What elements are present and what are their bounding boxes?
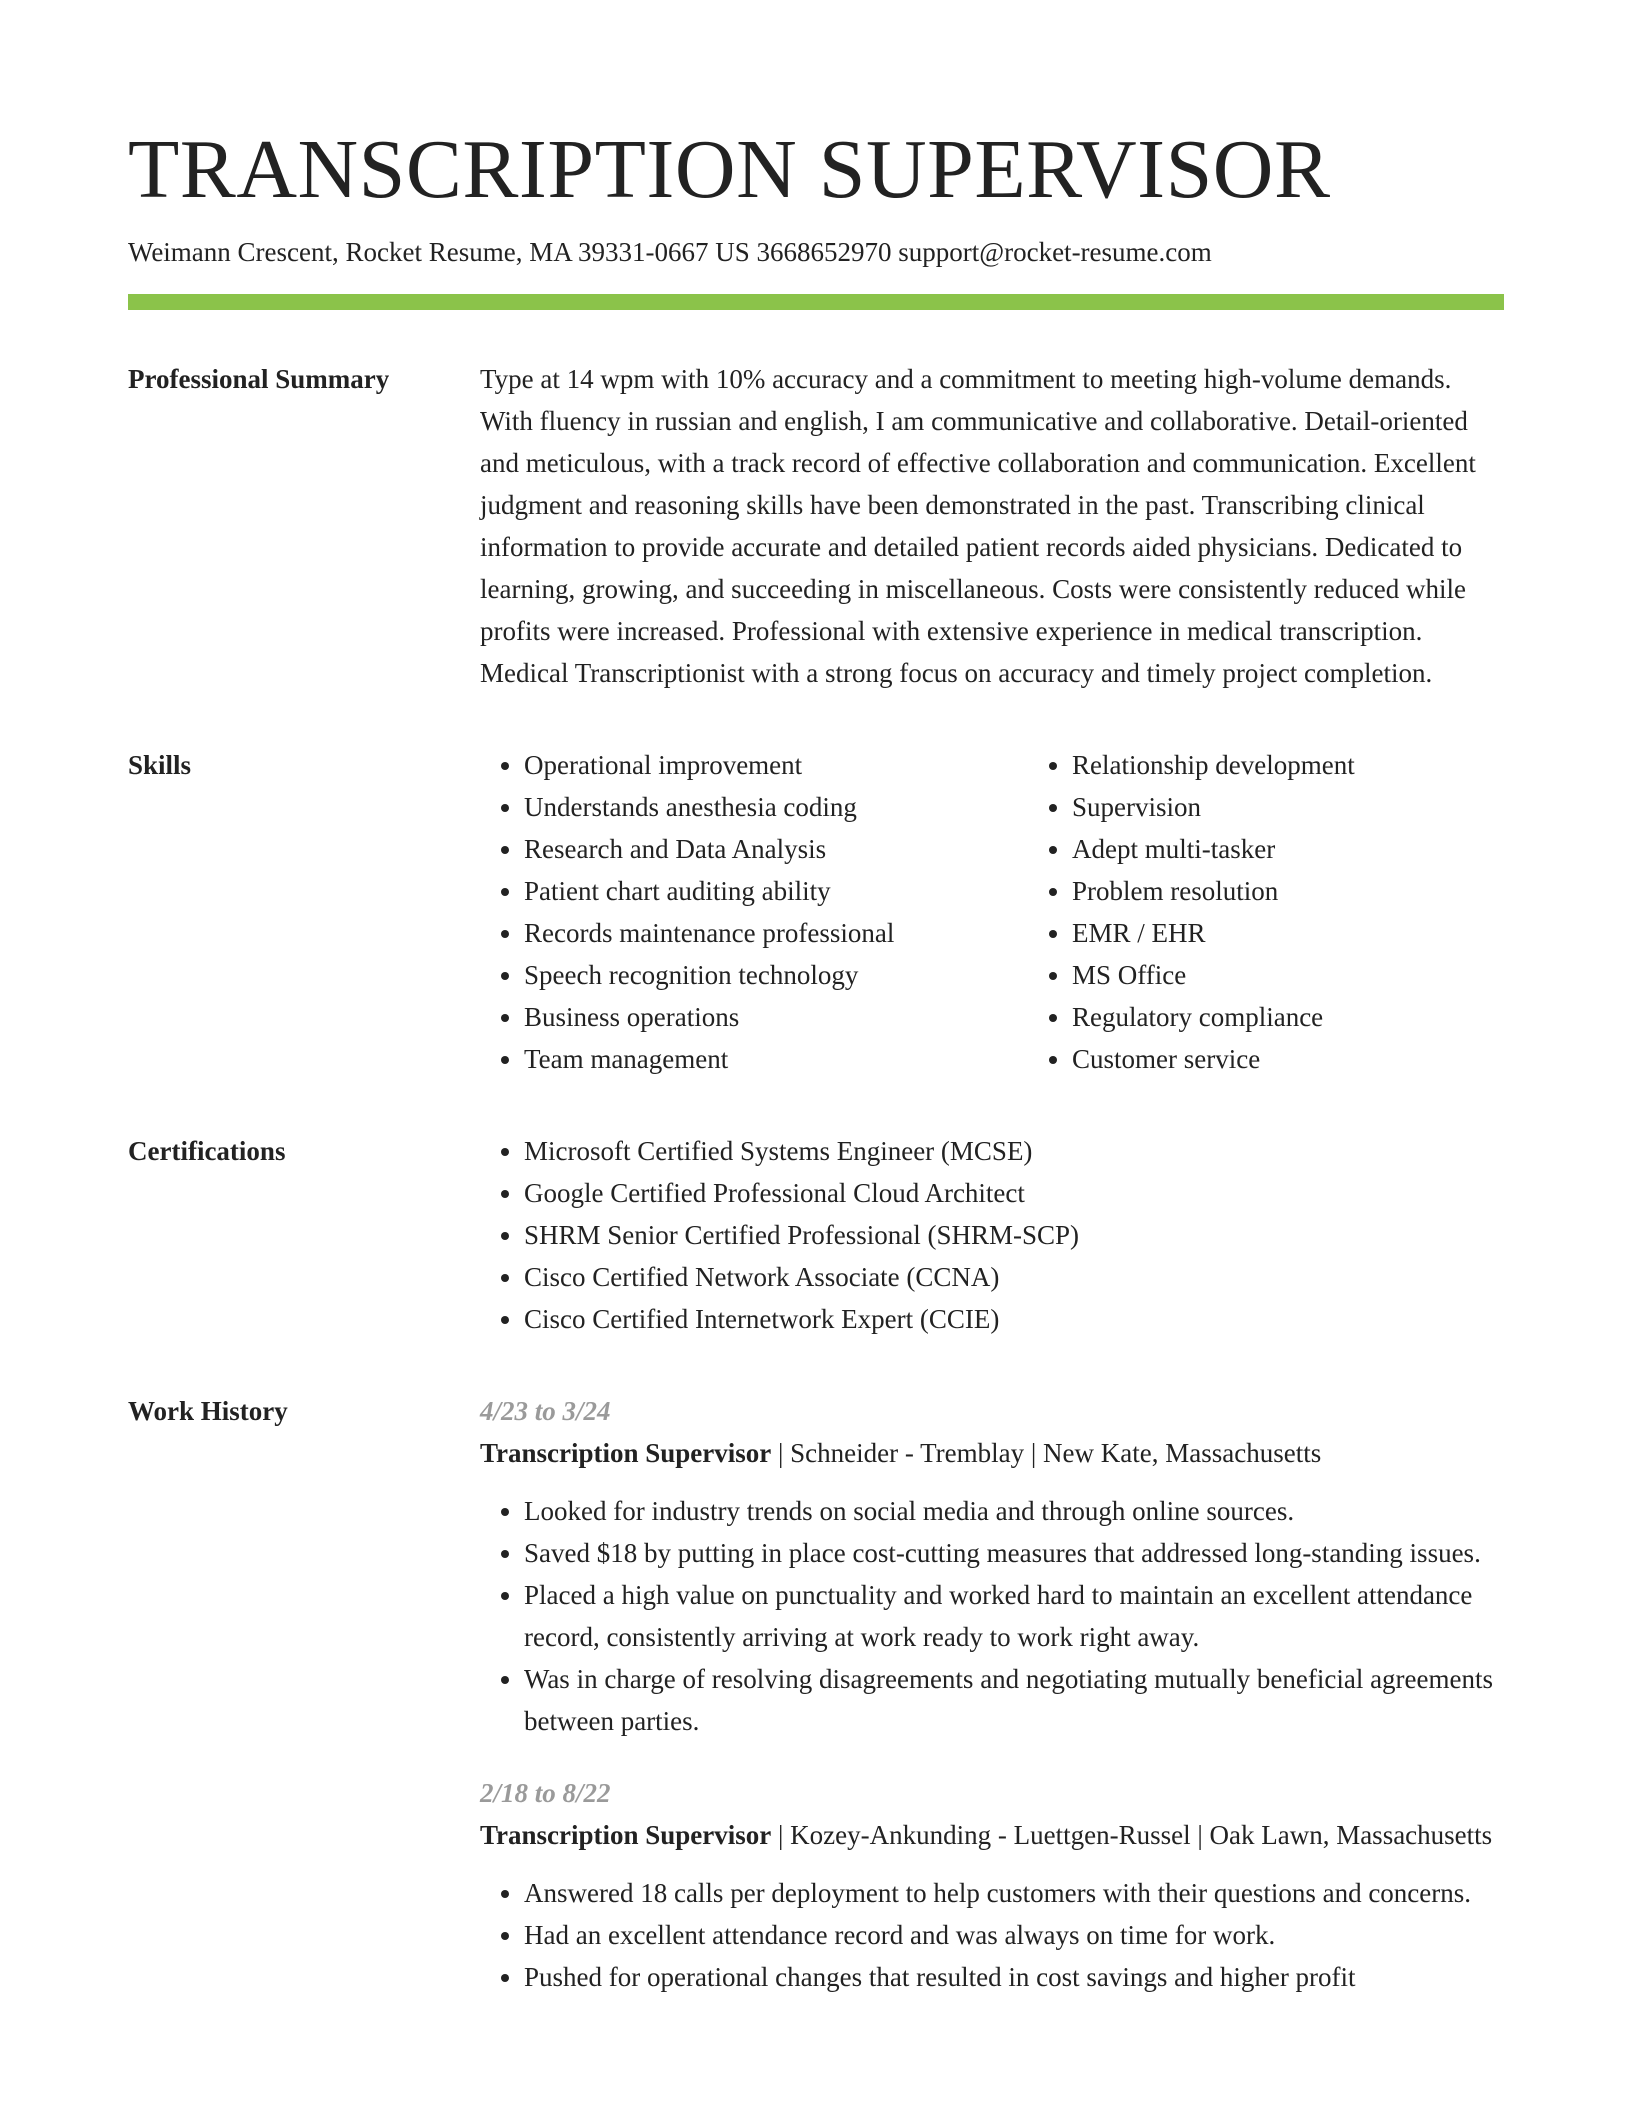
skill-item: • Speech recognition technology [524, 954, 1028, 996]
skill-item: • Patient chart auditing ability [524, 870, 1028, 912]
job-dates: 2/18 to 8/22 [480, 1778, 611, 1808]
job-bullet: • Had an excellent attendance record and was always on time for work. [524, 1914, 1504, 1956]
skill-item: • Research and Data Analysis [524, 828, 1028, 870]
job-heading [480, 1814, 1504, 1856]
skill-item: • Records maintenance professional [524, 912, 1028, 954]
job-title: Transcription Supervisor [480, 1820, 772, 1850]
job-heading [480, 1432, 1504, 1474]
certifications-section [128, 1130, 1504, 1340]
skill-item: • MS Office [1072, 954, 1576, 996]
job-bullets [480, 1490, 1504, 1742]
summary-text: Type at 14 wpm with 10% accuracy and a commitment to meeting high-volume demands. With fluency in russian and english, I am communicative and collaborative. Detail-oriented and meticulous, with a track record of effective collaboration and communication. Excellent judgment and reasoning skills have been demonstrated in the past. Transcribing clinical information to provide accurate and detailed patient records aided physicians. Dedicated to learning, growing, and succeeding in miscellaneous. Costs were consistently reduced while profits were increased. Professional with extensive experience in medical transcription. Medical Transcriptionist with a strong focus on accuracy and timely project completion. [480, 364, 1476, 688]
skill-item: • Understands anesthesia coding [524, 786, 1028, 828]
certification-item: • Cisco Certified Internetwork Expert (CCIE) [524, 1298, 1504, 1340]
skill-item: • Operational improvement [524, 744, 1028, 786]
resume-page [128, 0, 1504, 1998]
skill-item: • EMR / EHR [1072, 912, 1576, 954]
section-title-summary: Professional Summary [128, 364, 390, 394]
work-history-body [480, 1390, 1504, 1998]
job-bullet: • Was in charge of resolving disagreements and negotiating mutually beneficial agreements between parties. [524, 1658, 1504, 1742]
job-bullets [480, 1872, 1504, 1998]
section-title-skills: Skills [128, 750, 192, 780]
accent-divider [128, 294, 1504, 310]
skill-item: • Problem resolution [1072, 870, 1576, 912]
skills-list-right [1028, 744, 1576, 1080]
certification-item: • Google Certified Professional Cloud Architect [524, 1172, 1504, 1214]
certification-item: • SHRM Senior Certified Professional (SHRM-SCP) [524, 1214, 1504, 1256]
skills-section [128, 744, 1504, 1080]
work-history-section [128, 1390, 1504, 1998]
job-title: Transcription Supervisor [480, 1438, 772, 1468]
skill-item: • Regulatory compliance [1072, 996, 1576, 1038]
skills-list-left [480, 744, 1028, 1080]
skill-item: • Team management [524, 1038, 1028, 1080]
certification-item: • Microsoft Certified Systems Engineer (MCSE) [524, 1130, 1504, 1172]
section-title-certifications: Certifications [128, 1136, 286, 1166]
contact-line: Weimann Crescent, Rocket Resume, MA 39331-0667 US 3668652970 support@rocket-resume.com [128, 237, 1212, 267]
skill-item: • Business operations [524, 996, 1028, 1038]
certifications-list [480, 1130, 1504, 1340]
certification-item: • Cisco Certified Network Associate (CCNA) [524, 1256, 1504, 1298]
skills-columns [480, 744, 1576, 1080]
job-bullet: • Looked for industry trends on social media and through online sources. [524, 1490, 1504, 1532]
summary-section [128, 358, 1504, 694]
job-entry [480, 1390, 1504, 1742]
job-bullet: • Pushed for operational changes that resulted in cost savings and higher profit [524, 1956, 1504, 1998]
skill-item: • Relationship development [1072, 744, 1576, 786]
skill-item: • Customer service [1072, 1038, 1576, 1080]
section-title-work-history: Work History [128, 1396, 288, 1426]
job-details: | Kozey-Ankunding - Luettgen-Russel | Oak Lawn, Massachusetts [771, 1820, 1493, 1850]
job-details: | Schneider - Tremblay | New Kate, Massachusetts [771, 1438, 1322, 1468]
summary-body [480, 358, 1504, 694]
job-dates: 4/23 to 3/24 [480, 1396, 611, 1426]
job-bullet: • Answered 18 calls per deployment to help customers with their questions and concerns. [524, 1872, 1504, 1914]
job-entry [480, 1772, 1504, 1998]
job-bullet: • Saved $18 by putting in place cost-cutting measures that addressed long-standing issues. [524, 1532, 1504, 1574]
candidate-name: TRANSCRIPTION SUPERVISOR [128, 123, 1331, 216]
skill-item: • Adept multi-tasker [1072, 828, 1576, 870]
job-bullet: • Placed a high value on punctuality and worked hard to maintain an excellent attendance record, consistently arriving at work ready to work right away. [524, 1574, 1504, 1658]
certifications-body [480, 1130, 1504, 1340]
skill-item: • Supervision [1072, 786, 1576, 828]
